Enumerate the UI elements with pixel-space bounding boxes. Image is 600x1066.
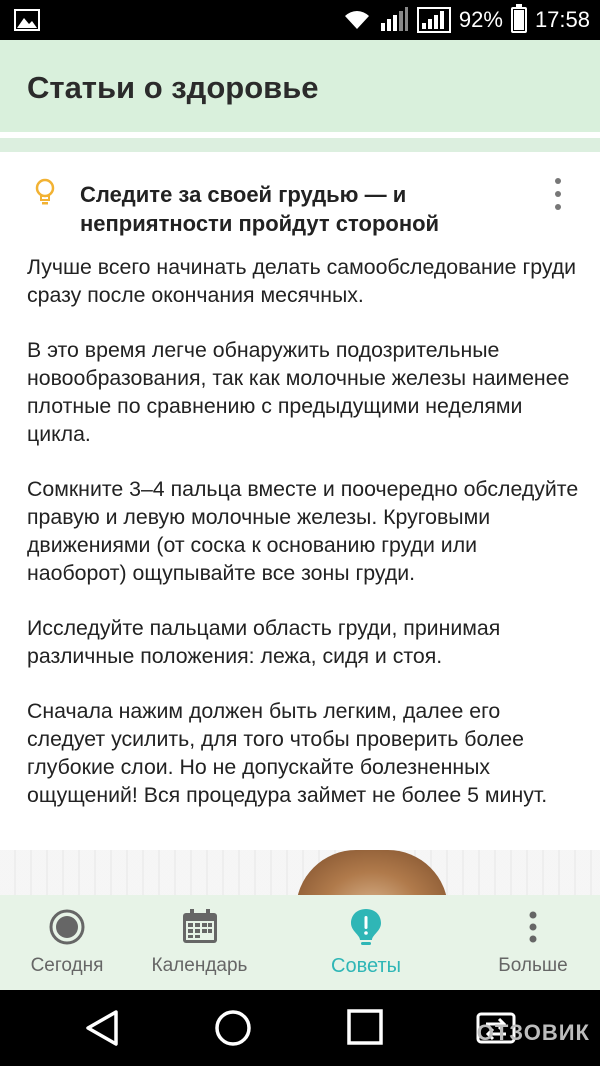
nav-today[interactable] [17,895,117,990]
article-menu-icon[interactable] [548,178,568,210]
article-paragraph: В это время легче обнаружить подозрительные новообразования, так как молочные железы наименее плотные по сравнению с предыдущими неделями цикла. [27,338,570,446]
page-title: Статьи о здоровье [27,70,319,105]
app-header [0,40,600,132]
back-icon[interactable] [82,1008,122,1048]
gallery-icon [14,9,40,31]
nav-label: Календарь [151,955,248,976]
calendar-icon [180,907,220,947]
article-image [0,850,600,897]
nav-tips[interactable] [316,895,416,990]
watermark: ОТЗОВИК [476,1020,590,1045]
tips-icon [346,907,386,947]
nav-more[interactable] [483,895,583,990]
nav-label: Сегодня [30,955,104,976]
header-band [0,138,600,152]
battery-icon [511,7,527,33]
signal-icon [379,7,409,33]
signal-icon [417,7,451,33]
recent-apps-icon[interactable] [346,1008,384,1046]
article-paragraph: Сомкните 3–4 пальца вместе и поочередно обследуйте правую и левую молочные железы. Круговыми движениями (от соска к основанию груди или наоборот) ощупывайте все зоны груди. [27,477,579,585]
battery-percent: 92% [458,7,503,32]
nav-label: Советы [331,955,401,977]
lightbulb-icon [34,178,56,208]
wifi-icon [343,9,371,31]
article-title: Следите за своей грудью — и неприятности пройдут стороной [80,182,440,236]
bottom-navigation [0,895,600,990]
nav-calendar[interactable] [142,895,257,990]
article-paragraph: Сначала нажим должен быть легким, далее его следует усилить, для того чтобы проверить более глубокие слои. Но не допускайте болезненных ощущений! Вся процедура займет не более 5 минут. [27,699,548,807]
home-icon[interactable] [212,1007,254,1049]
article-paragraph: Исследуйте пальцами область груди, принимая различные положения: лежа, сидя и стоя. [27,616,501,668]
today-icon [47,907,87,947]
article-paragraph: Лучше всего начинать делать самообследование груди сразу после окончания месячных. [27,255,577,307]
nav-label: Больше [498,955,568,976]
article-body [27,253,582,836]
more-icon [513,907,553,947]
clock: 17:58 [534,7,590,32]
status-bar [0,0,600,40]
